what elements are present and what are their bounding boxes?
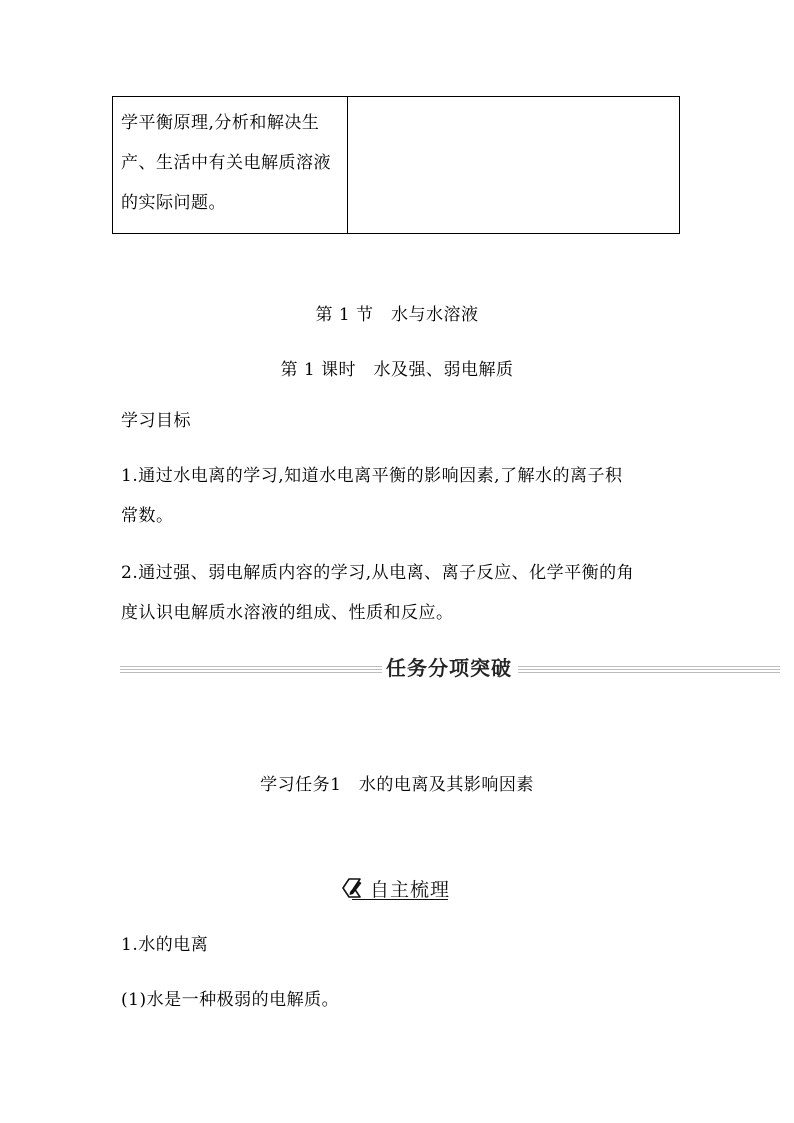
table-left-cell xyxy=(121,103,343,223)
content-heading xyxy=(121,925,701,965)
table-cell-line: 学平衡原理,分析和解决生 xyxy=(121,113,320,133)
content-point-1 xyxy=(121,980,701,1020)
objective-line: 1.通过水电离的学习,知道水电离平衡的影响因素,了解水的离子积 xyxy=(121,466,623,486)
objective-line: 度认识电解质水溶液的组成、性质和反应。 xyxy=(121,603,454,623)
table-cell-line: 产、生活中有关电解质溶液 xyxy=(121,153,331,173)
objective-line: 2.通过强、弱电解质内容的学习,从电离、离子反应、化学平衡的角 xyxy=(121,563,635,583)
table-column-divider xyxy=(347,97,348,233)
self-study-header xyxy=(342,874,450,902)
objectives-heading-text: 学习目标 xyxy=(121,411,191,431)
section-title: 第 1 节 水与水溶液 xyxy=(315,305,479,325)
lesson-title: 第 1 课时 水及强、弱电解质 xyxy=(280,360,514,380)
pencil-badge-icon xyxy=(342,876,368,900)
self-study-underline xyxy=(352,899,448,900)
task-title: 学习任务1 水的电离及其影响因素 xyxy=(260,775,534,795)
table-cell-line: 的实际问题。 xyxy=(121,193,226,213)
task-banner xyxy=(120,652,780,682)
objective-item-1 xyxy=(121,456,701,536)
self-study-label: 自主梳理 xyxy=(370,879,451,901)
objective-table xyxy=(112,96,680,234)
objective-item-2 xyxy=(121,553,701,633)
content-point-text: (1)水是一种极弱的电解质。 xyxy=(121,990,340,1010)
banner-stripe-right xyxy=(518,666,780,675)
objective-line: 常数。 xyxy=(121,506,174,526)
objectives-heading xyxy=(121,401,701,441)
banner-title: 任务分项突破 xyxy=(386,656,512,680)
banner-stripe-left xyxy=(120,666,382,675)
content-heading-text: 1.水的电离 xyxy=(121,935,209,955)
